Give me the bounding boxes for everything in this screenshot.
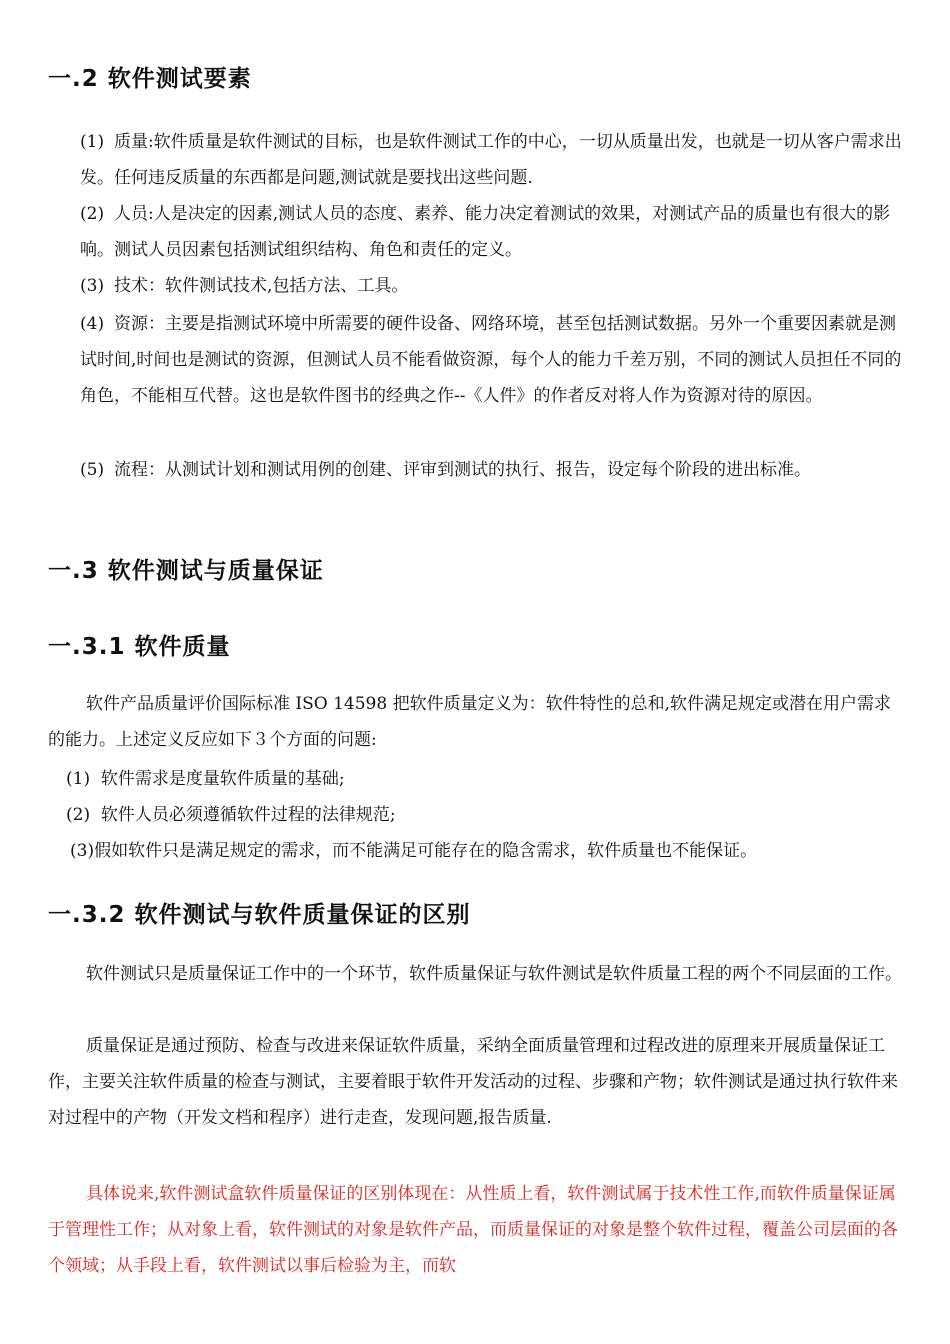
point-number: (1) bbox=[66, 769, 91, 789]
heading-1-3-1: 一.3.1 软件质量 bbox=[48, 634, 231, 660]
list-item-technology bbox=[80, 268, 906, 304]
quality-point-1 bbox=[66, 762, 345, 796]
paragraph-differences-highlighted: 具体说来,软件测试盒软件质量保证的区别体现在：从性质上看，软件测试属于技术性工作,而软件质量保证属于管理性工作；从对象上看，软件测试的对象是软件产品，而质量保证的对象是整个软件过程，覆盖公司层面的各个领域；从手段上看，软件测试以事后检验为主，而软 bbox=[48, 1184, 898, 1276]
list-item-resources bbox=[80, 306, 906, 414]
quality-point-2 bbox=[66, 798, 396, 832]
heading-1-3: 一.3 软件测试与质量保证 bbox=[48, 558, 324, 584]
list-item-staff bbox=[80, 196, 906, 268]
list-text: 资源：主要是指测试环境中所需要的硬件设备、网络环境，甚至包括测试数据。另外一个重要因素就是测试时间,时间也是测试的资源，但测试人员不能看做资源，每个人的能力千差万别，不同的测试人员担任不同的角色，不能相互代替。这也是软件图书的经典之作--《人件》的作者反对将人作为资源对待的原因。 bbox=[80, 314, 902, 406]
point-text: 假如软件只是满足规定的需求，而不能满足可能存在的隐含需求，软件质量也不能保证。 bbox=[94, 841, 758, 861]
list-text: 技术：软件测试技术,包括方法、工具。 bbox=[114, 276, 409, 296]
heading-1-3-2: 一.3.2 软件测试与软件质量保证的区别 bbox=[48, 902, 471, 928]
point-number: (2) bbox=[66, 805, 91, 825]
list-item-quality bbox=[80, 124, 906, 196]
list-number: (3) bbox=[80, 276, 105, 296]
list-number: (1) bbox=[80, 132, 105, 152]
list-text: 质量:软件质量是软件测试的目标，也是软件测试工作的中心，一切从质量出发，也就是一切从客户需求出发。任何违反质量的东西都是问题,测试就是要找出这些问题. bbox=[80, 132, 902, 188]
point-number: (3) bbox=[70, 841, 95, 861]
point-text: 软件需求是度量软件质量的基础; bbox=[100, 769, 345, 789]
paragraph-quality-definition: 软件产品质量评价国际标准 ISO 14598 把软件质量定义为：软件特性的总和,软件满足规定或潜在用户需求的能力。上述定义反应如下３个方面的问题: bbox=[48, 694, 891, 750]
list-text: 人员:人是决定的因素,测试人员的态度、素养、能力决定着测试的效果，对测试产品的质量也有很大的影响。测试人员因素包括测试组织结构、角色和责任的定义。 bbox=[80, 204, 891, 260]
heading-1-2: 一.2 软件测试要素 bbox=[48, 66, 252, 92]
list-number: (4) bbox=[80, 314, 105, 334]
list-text: 流程：从测试计划和测试用例的创建、评审到测试的执行、报告，设定每个阶段的进出标准。 bbox=[114, 460, 811, 480]
list-item-process bbox=[80, 452, 906, 488]
paragraph-testing-vs-qa: 软件测试只是质量保证工作中的一个环节，软件质量保证与软件测试是软件质量工程的两个不同层面的工作。 bbox=[86, 964, 902, 984]
quality-point-3 bbox=[70, 834, 757, 868]
list-number: (2) bbox=[80, 204, 105, 224]
paragraph-qa-description: 质量保证是通过预防、检查与改进来保证软件质量，采纳全面质量管理和过程改进的原理来开展质量保证工作，主要关注软件质量的检查与测试，主要着眼于软件开发活动的过程、步骤和产物；软件测试是通过执行软件来对过程中的产物（开发文档和程序）进行走查，发现问题,报告质量. bbox=[48, 1036, 898, 1128]
point-text: 软件人员必须遵循软件过程的法律规范; bbox=[100, 805, 396, 825]
list-number: (5) bbox=[80, 460, 105, 480]
